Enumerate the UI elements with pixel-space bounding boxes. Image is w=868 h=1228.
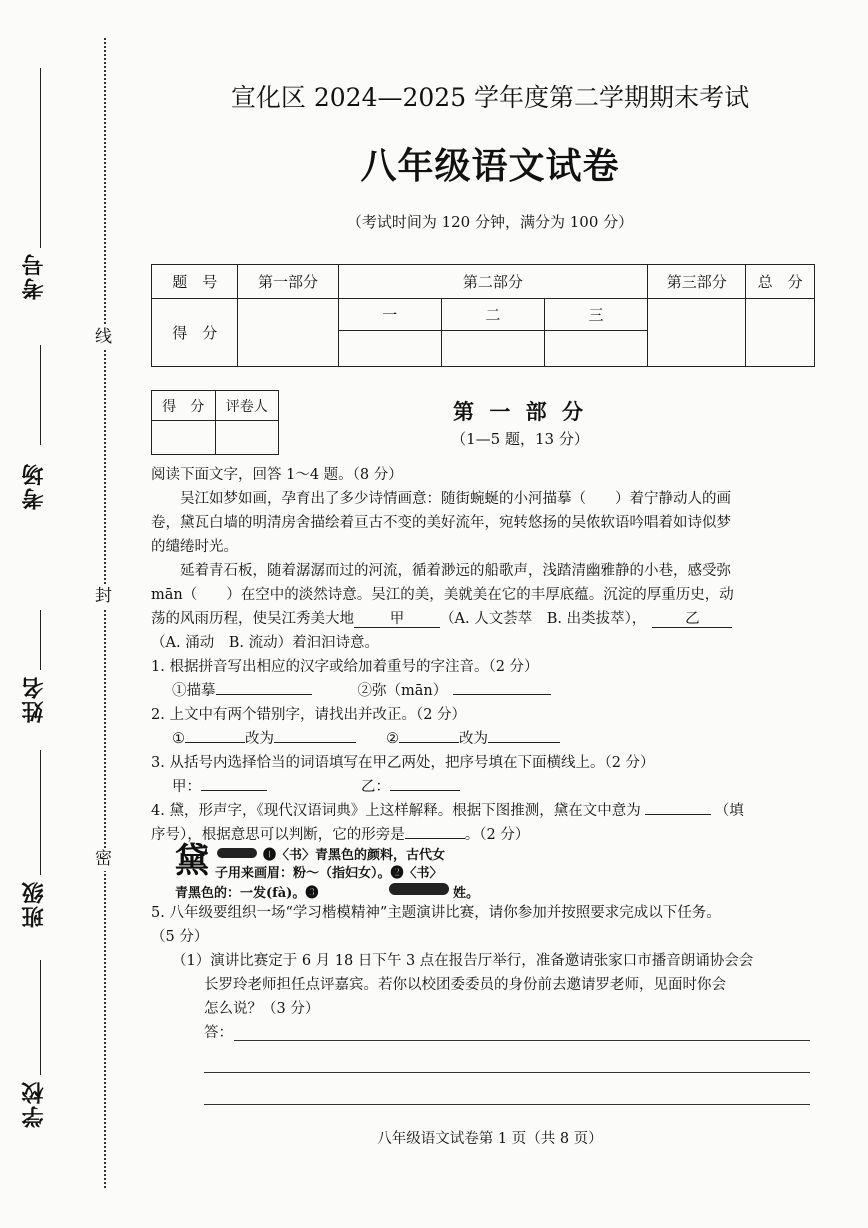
question-5-1-line1: （1）演讲比赛定于 6 月 18 日下午 3 点在报告厅举行，准备邀请张家口市播音朗诵协会会 [172, 953, 754, 969]
xingming-underline [40, 610, 41, 670]
passage-p2-line1: 延着青石板，随着潺潺而过的河流，循着渺远的船歌声，浅踏清幽雅静的小巷，感受弥 [180, 563, 731, 579]
kaochang-underline [40, 345, 41, 445]
part1-range: （1—5 题，13 分） [451, 430, 589, 448]
redacted-pinyin [217, 848, 257, 858]
cell-part2: 第二部分 [338, 265, 647, 299]
binding-char-feng: 封 [95, 586, 112, 606]
score-part1[interactable] [238, 299, 338, 367]
q1-answer-row [172, 684, 551, 699]
q4-text-d: 。（2 分） [464, 827, 530, 843]
passage-p1-line2: 卷，黛瓦白墙的明清房舍描绘着亘古不变的美好流年，宛转悠扬的吴侬软语吟唱着如诗似梦 [151, 515, 731, 531]
answer-line-3[interactable] [204, 1104, 810, 1105]
grader-table [151, 390, 279, 455]
question-2: 2. 上文中有两个错别字，请找出并改正。（2 分） [151, 707, 467, 723]
q1-item-a: ①描摹 [172, 683, 216, 699]
q2-blank-a-correct[interactable] [274, 742, 356, 743]
passage-p2-line3-text: 荡的风雨历程，使吴江秀美大地 [151, 611, 354, 627]
question-3: 3. 从括号内选择恰当的词语填写在甲乙两处，把序号填在下面横线上。（2 分） [151, 755, 655, 771]
question-5-line1: 5. 八年级要组织一场“学习楷模精神”主题演讲比赛，请你参加并按照要求完成以下任务。 [151, 905, 721, 921]
dict-char: 黛 [175, 841, 209, 881]
banji-underline [40, 750, 41, 875]
passage-p1-line1: 吴江如梦如画，孕育出了多少诗情画意：随街蜿蜒的小河描摹（ ）着宁静动人的画 [180, 491, 731, 507]
q3-blank-jia[interactable] [201, 790, 267, 791]
dictionary-entry-image [175, 841, 585, 901]
passage-p2-line3 [151, 612, 732, 628]
reading-intro: 阅读下面文字，回答 1～4 题。（8 分） [151, 467, 403, 483]
exam-title: 宣化区 2024—2025 学年度第二学期期末考试 [230, 83, 750, 112]
cell-part1: 第一部分 [238, 265, 338, 299]
redacted-surname [389, 883, 449, 895]
q2-blank-a-wrong[interactable] [185, 742, 245, 743]
q4-blank-meaning[interactable] [645, 814, 711, 815]
question-1: 1. 根据拼音写出相应的汉字或给加着重号的字注音。（2 分） [151, 659, 539, 675]
grader-name-cell[interactable] [215, 421, 279, 455]
answer-label: 答： [204, 1025, 233, 1041]
grader-pingjuan: 评卷人 [215, 391, 279, 421]
label-banji: 班级 [21, 880, 47, 928]
q3-label-jia: 甲： [172, 779, 201, 795]
q2-item-a: ① [172, 731, 185, 747]
cell-tihao: 题 号 [152, 265, 238, 299]
q1-blank-a[interactable] [216, 694, 312, 695]
q2-item-b: ② [386, 731, 399, 747]
dict-line3: 青黑色的：一发(fà)。❸ [175, 886, 319, 901]
subject-title: 八年级语文试卷 [360, 145, 620, 187]
cell-part3: 第三部分 [648, 265, 746, 299]
question-5-1-line3: 怎么说？（3 分） [204, 1001, 320, 1017]
cell-sub3: 三 [544, 299, 647, 331]
question-5-1-line2: 长罗玲老师担任点评嘉宾。若你以校团委委员的身份前去邀请罗老师，见面时你会 [204, 977, 726, 993]
answer-line-1[interactable] [234, 1040, 810, 1041]
q3-blank-yi[interactable] [390, 790, 460, 791]
q2-answer-row [172, 732, 560, 747]
label-xingming: 姓名 [21, 675, 47, 723]
score-total[interactable] [746, 299, 815, 367]
part1-title: 第 一 部 分 [453, 399, 587, 424]
score-part3[interactable] [648, 299, 746, 367]
q1-item-b: ②弥（mān） [357, 683, 448, 699]
q4-text-b: （填 [714, 803, 744, 819]
score-table [151, 264, 815, 367]
q4-blank-radical[interactable] [405, 838, 465, 839]
answer-line-2[interactable] [204, 1072, 810, 1073]
passage-p2-line4: （A. 涌动 B. 流动）着汩汩诗意。 [151, 635, 380, 651]
q2-item-a-gaiwei: 改为 [245, 731, 274, 747]
score-sub1[interactable] [338, 331, 441, 367]
q1-blank-b[interactable] [453, 694, 551, 695]
score-sub3[interactable] [544, 331, 647, 367]
q2-blank-b-wrong[interactable] [399, 742, 459, 743]
q4-text-a: 4. 黛，形声字，《现代汉语词典》上这样解释。根据下图推测，黛在文中意为 [151, 803, 641, 819]
cell-defen: 得 分 [152, 299, 238, 367]
page-footer: 八年级语文试卷第 1 页（共 8 页） [377, 1131, 603, 1147]
q3-label-yi: 乙： [361, 779, 390, 795]
passage-p2-line3-options: （A. 人文荟萃 B. 出类拔萃）， [440, 611, 647, 627]
kaohao-underline [40, 68, 41, 248]
cell-sub1: 一 [338, 299, 441, 331]
score-sub2[interactable] [441, 331, 544, 367]
question-4-line1 [151, 804, 744, 819]
xuexiao-underline [40, 960, 41, 1075]
label-kaohao: 考号 [21, 252, 47, 300]
passage-p1-line3: 的缱绻时光。 [151, 539, 238, 555]
label-xuexiao: 学校 [21, 1080, 47, 1128]
dict-line2: 子用来画眉：粉～（指妇女）。❷〈书〉 [215, 866, 443, 881]
exam-note: （考试时间为 120 分钟，满分为 100 分） [346, 213, 634, 231]
binding-char-mi: 密 [95, 849, 112, 869]
binding-char-xian: 线 [95, 327, 112, 347]
binding-line [104, 38, 106, 1188]
question-5-line2: （5 分） [151, 929, 209, 945]
dict-line1: ❶〈书〉青黑色的颜料，古代女 [263, 848, 446, 863]
grader-defen: 得 分 [152, 391, 216, 421]
label-kaochang: 考场 [21, 462, 47, 510]
blank-yi[interactable]: 乙 [652, 612, 732, 628]
cell-total: 总 分 [746, 265, 815, 299]
blank-jia[interactable]: 甲 [354, 612, 440, 628]
passage-p2-line2: mān（ ）在空中的淡然诗意。吴江的美，美就美在它的丰厚底蕴。沉淀的厚重历史，动 [151, 587, 734, 603]
q2-item-b-gaiwei: 改为 [459, 731, 488, 747]
q2-blank-b-correct[interactable] [488, 742, 560, 743]
q3-answer-row [172, 780, 460, 795]
q4-text-c: 序号），根据意思可以判断，它的形旁是 [151, 827, 405, 843]
cell-sub2: 二 [441, 299, 544, 331]
dict-line3-end: 姓。 [453, 886, 480, 901]
grader-score-cell[interactable] [152, 421, 216, 455]
